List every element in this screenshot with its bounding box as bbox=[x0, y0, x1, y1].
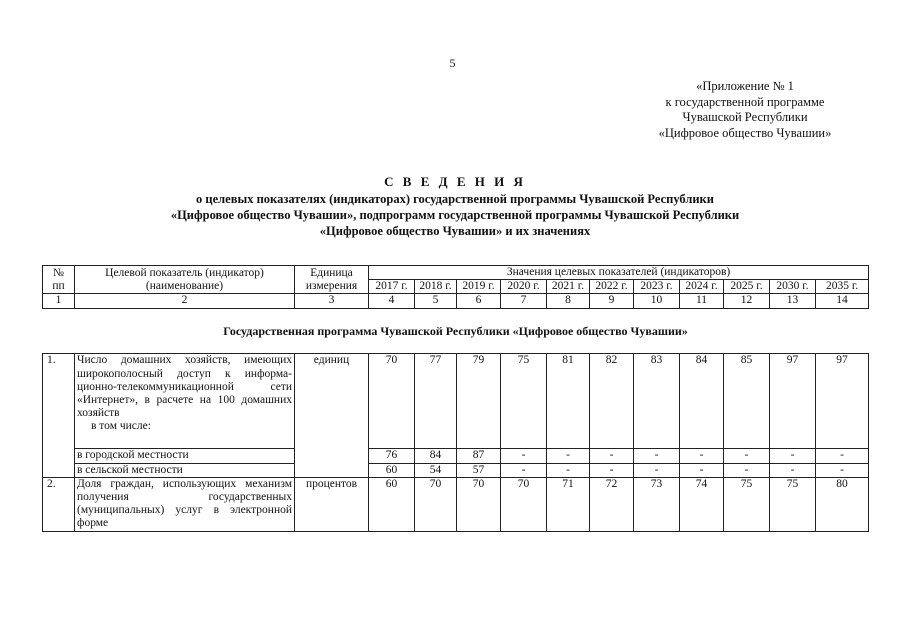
header-year: 2019 г. bbox=[457, 280, 501, 294]
value-cell: 83 bbox=[634, 354, 680, 449]
value-cell: 84 bbox=[680, 354, 724, 449]
header-indicator-top: Целевой показатель (индикатор) bbox=[105, 266, 264, 279]
appendix-line-3: Чувашской Республики bbox=[682, 110, 808, 124]
unit-cell: единиц bbox=[295, 354, 369, 477]
indicator-name-text: Число домашних хозяйств, имеющих широкополосный доступ к информационно-телекоммуникационной сети «Интернет», в расчете на 100 домашних хозяйств bbox=[77, 354, 292, 420]
value-cell: 79 bbox=[457, 354, 501, 449]
value-cell: - bbox=[634, 463, 680, 477]
column-number: 6 bbox=[457, 294, 501, 309]
column-number: 11 bbox=[680, 294, 724, 309]
title-line-3: «Цифровое общество Чувашии» и их значениях bbox=[319, 224, 591, 238]
title-main: С В Е Д Е Н И Я bbox=[384, 174, 526, 189]
value-cell: 72 bbox=[590, 477, 634, 531]
value-cell: - bbox=[816, 463, 869, 477]
value-cell: - bbox=[501, 463, 547, 477]
value-cell: 97 bbox=[816, 354, 869, 449]
header-unit bbox=[295, 266, 369, 294]
appendix-line-4: «Цифровое общество Чувашии» bbox=[658, 125, 832, 140]
column-number: 7 bbox=[501, 294, 547, 309]
value-cell: 97 bbox=[770, 354, 816, 449]
row-number: 1. bbox=[43, 354, 75, 477]
indicator-name bbox=[75, 354, 295, 449]
value-cell: 75 bbox=[770, 477, 816, 531]
value-cell: 57 bbox=[457, 463, 501, 477]
page-number: 5 bbox=[449, 56, 456, 70]
table-row bbox=[43, 354, 869, 449]
header-indicator bbox=[75, 266, 295, 294]
header-year: 2030 г. bbox=[770, 280, 816, 294]
indicator-name: Доля граждан, использующих механизм получения государственных (муниципальных) услуг в электронной форме bbox=[75, 477, 295, 531]
value-cell: - bbox=[816, 449, 869, 463]
column-number: 12 bbox=[724, 294, 770, 309]
column-number: 3 bbox=[295, 294, 369, 309]
value-cell: 70 bbox=[415, 477, 457, 531]
value-cell: - bbox=[634, 449, 680, 463]
title-line-2: «Цифровое общество Чувашии», подпрограмм государственной программы Чувашской Республики bbox=[170, 208, 740, 222]
header-year: 2035 г. bbox=[816, 280, 869, 294]
indicator-name: в городской местности bbox=[75, 449, 295, 463]
header-num bbox=[43, 266, 75, 294]
value-cell: - bbox=[501, 449, 547, 463]
value-cell: - bbox=[547, 449, 590, 463]
header-indicator-bottom: (наименование) bbox=[145, 279, 224, 292]
column-numbers-row bbox=[43, 294, 869, 309]
value-cell: 80 bbox=[816, 477, 869, 531]
appendix-line-2: к государственной программе bbox=[665, 94, 825, 109]
header-unit-top: Единица bbox=[310, 266, 353, 279]
header-year: 2024 г. bbox=[680, 280, 724, 294]
value-cell: 70 bbox=[457, 477, 501, 531]
header-row-top bbox=[43, 266, 869, 280]
unit-cell: процентов bbox=[295, 477, 369, 531]
value-cell: 60 bbox=[369, 477, 415, 531]
column-number: 8 bbox=[547, 294, 590, 309]
table-row bbox=[43, 477, 869, 531]
value-cell: - bbox=[680, 463, 724, 477]
value-cell: 60 bbox=[369, 463, 415, 477]
column-number: 5 bbox=[415, 294, 457, 309]
header-year: 2017 г. bbox=[369, 280, 415, 294]
value-cell: - bbox=[724, 463, 770, 477]
column-number: 1 bbox=[43, 294, 75, 309]
value-cell: 74 bbox=[680, 477, 724, 531]
header-year: 2025 г. bbox=[724, 280, 770, 294]
value-cell: 54 bbox=[415, 463, 457, 477]
value-cell: 73 bbox=[634, 477, 680, 531]
value-cell: 82 bbox=[590, 354, 634, 449]
value-cell: - bbox=[590, 449, 634, 463]
value-cell: 70 bbox=[369, 354, 415, 449]
value-cell: 76 bbox=[369, 449, 415, 463]
value-cell: - bbox=[770, 449, 816, 463]
header-num-bottom: пп bbox=[52, 279, 65, 292]
section-title-row bbox=[43, 309, 869, 354]
appendix-line-1: «Приложение № 1 bbox=[696, 79, 794, 93]
indicator-name: в сельской местности bbox=[75, 463, 295, 477]
header-unit-bottom: измерения bbox=[305, 279, 358, 292]
column-number: 14 bbox=[816, 294, 869, 309]
header-year: 2022 г. bbox=[590, 280, 634, 294]
header-year: 2018 г. bbox=[415, 280, 457, 294]
value-cell: 75 bbox=[724, 477, 770, 531]
header-values-group: Значения целевых показателей (индикаторов) bbox=[369, 266, 869, 280]
table-row bbox=[43, 449, 869, 463]
value-cell: 71 bbox=[547, 477, 590, 531]
value-cell: 87 bbox=[457, 449, 501, 463]
indicator-sub-label: в том числе: bbox=[91, 420, 151, 433]
value-cell: 77 bbox=[415, 354, 457, 449]
value-cell: - bbox=[680, 449, 724, 463]
column-number: 13 bbox=[770, 294, 816, 309]
value-cell: 75 bbox=[501, 354, 547, 449]
value-cell: - bbox=[547, 463, 590, 477]
value-cell: 70 bbox=[501, 477, 547, 531]
header-year: 2020 г. bbox=[501, 280, 547, 294]
value-cell: 81 bbox=[547, 354, 590, 449]
column-number: 2 bbox=[75, 294, 295, 309]
value-cell: - bbox=[724, 449, 770, 463]
document-title bbox=[40, 174, 870, 239]
value-cell: - bbox=[770, 463, 816, 477]
column-number: 10 bbox=[634, 294, 680, 309]
column-number: 4 bbox=[369, 294, 415, 309]
section-title: Государственная программа Чувашской Республики «Цифровое общество Чувашии» bbox=[43, 309, 869, 354]
title-line-1: о целевых показателях (индикаторах) государственной программы Чувашской Республики bbox=[196, 192, 714, 206]
indicators-table bbox=[42, 265, 869, 532]
value-cell: - bbox=[590, 463, 634, 477]
header-year: 2021 г. bbox=[547, 280, 590, 294]
column-number: 9 bbox=[590, 294, 634, 309]
header-year: 2023 г. bbox=[634, 280, 680, 294]
value-cell: 84 bbox=[415, 449, 457, 463]
table-row bbox=[43, 463, 869, 477]
row-number: 2. bbox=[43, 477, 75, 531]
value-cell: 85 bbox=[724, 354, 770, 449]
header-num-top: № bbox=[53, 266, 64, 279]
appendix-block bbox=[600, 79, 890, 141]
